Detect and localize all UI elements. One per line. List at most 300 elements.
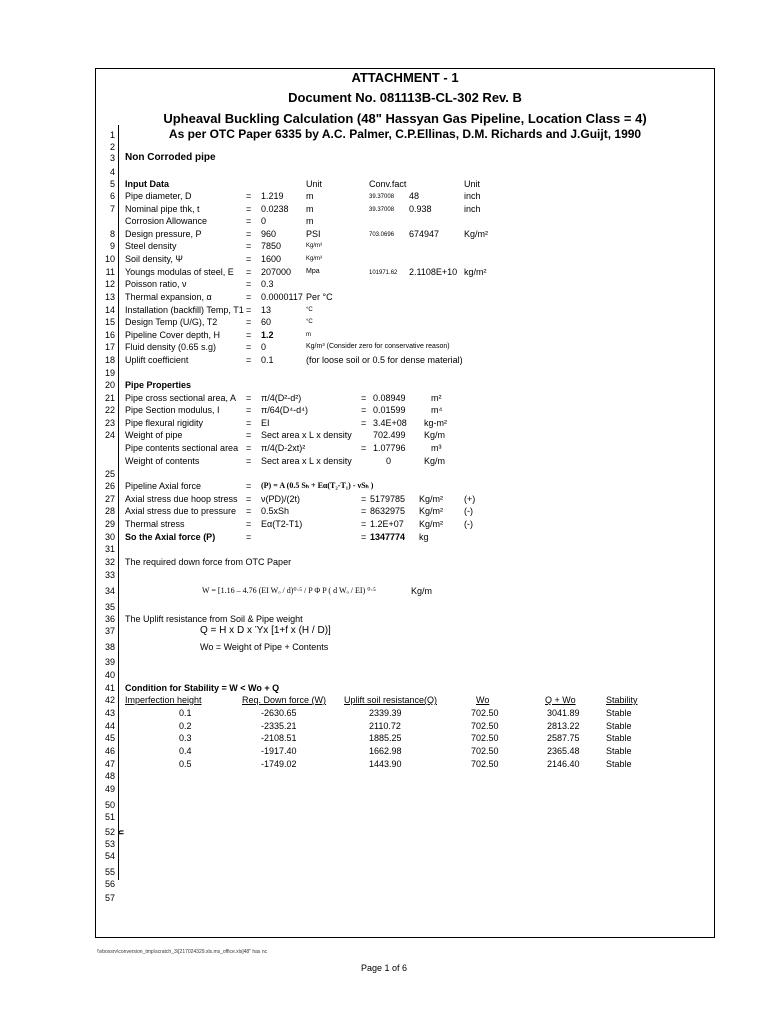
formula: ν(PD)/(2t) xyxy=(261,494,300,504)
uplift-resistance: 1662.98 xyxy=(369,746,402,756)
param-label: Weight of contents xyxy=(125,456,200,466)
stability-status: Stable xyxy=(606,733,632,743)
row xyxy=(96,505,716,518)
equals-sign: = xyxy=(246,305,252,315)
uplift-resistance: 2110.72 xyxy=(369,721,401,731)
param-label: Youngs modulas of steel, E xyxy=(125,267,234,277)
row-number: 38 xyxy=(104,642,115,652)
conv-fact-header: Conv.fact xyxy=(369,179,407,189)
row-number: 37 xyxy=(104,626,115,636)
table-row xyxy=(96,720,716,733)
row-number: 5 xyxy=(109,179,115,189)
formula: π/4(D-2xt)² xyxy=(261,443,306,453)
col-header-stability: Stability xyxy=(606,695,638,705)
value-unit: kg-m² xyxy=(424,418,447,428)
col-header-uplift: Uplift soil resistance(Q) xyxy=(344,695,438,705)
row xyxy=(96,531,716,544)
row xyxy=(96,641,716,655)
equals-sign: = xyxy=(246,216,252,226)
row xyxy=(96,518,716,531)
row-number: 52 xyxy=(104,827,115,837)
param-label: Soil density, Ψ xyxy=(125,254,183,264)
param-label: Steel density xyxy=(125,241,177,251)
file-path-footer: \\vboxsrv\conversion_tmp\scratch_3\[217024329.xls.ms_office.xls]48" has nc xyxy=(97,949,268,955)
row-number: 34 xyxy=(104,586,115,596)
equals-sign: = xyxy=(361,443,367,453)
row-number: 48 xyxy=(104,771,115,781)
document-number: Document No. 081113B-CL-302 Rev. B xyxy=(288,90,522,105)
row-number: 57 xyxy=(104,893,115,903)
param-label: Pipeline Cover depth, H xyxy=(125,330,221,340)
row xyxy=(96,669,716,682)
row xyxy=(96,190,716,203)
param-value: 207000 xyxy=(261,267,292,277)
stability-status: Stable xyxy=(606,746,632,756)
row-number: 42 xyxy=(104,695,115,705)
param-unit: m xyxy=(306,332,311,338)
row-number: 3 xyxy=(109,153,115,163)
stability-status: Stable xyxy=(606,721,632,731)
formula: Sect area x L x density xyxy=(261,456,352,466)
row-number: 18 xyxy=(104,355,115,365)
row-number: 21 xyxy=(104,393,115,403)
equals-sign: = xyxy=(246,393,252,403)
equals-sign: = xyxy=(246,418,252,428)
param-label: Axial stress due hoop stress xyxy=(125,494,238,504)
value-unit: Kg/m² xyxy=(419,519,444,529)
axial-force-label: So the Axial force (P) xyxy=(125,532,216,542)
row-number: 39 xyxy=(104,657,115,667)
row xyxy=(96,811,716,824)
row-number: 8 xyxy=(109,229,115,239)
equals-sign: = xyxy=(246,506,252,516)
param-label: Pipe contents sectional area xyxy=(125,443,239,453)
conversion-factor: 101971.62 xyxy=(369,270,398,276)
equals-sign: = xyxy=(361,418,367,428)
equals-sign: = xyxy=(246,443,252,453)
param-label: Axial stress due to pressure xyxy=(125,506,237,516)
row-number: 22 xyxy=(104,405,115,415)
converted-unit: inch xyxy=(464,204,481,214)
param-unit: °C xyxy=(306,307,313,313)
param-unit: Per °C xyxy=(306,292,333,302)
col-header-q-wo: Q + Wo xyxy=(545,695,576,705)
param-label: Weight of pipe xyxy=(125,430,183,440)
row xyxy=(96,826,716,839)
row-number: 2 xyxy=(109,142,115,152)
table-header-row xyxy=(96,694,716,707)
row-number: 14 xyxy=(104,305,115,315)
row-number: 32 xyxy=(104,557,115,567)
equals-sign: = xyxy=(361,506,367,516)
equals-sign: = xyxy=(246,204,252,214)
table-row xyxy=(96,745,716,758)
pipe-properties-heading: Pipe Properties xyxy=(125,380,192,390)
row-number: 12 xyxy=(104,279,115,289)
row-number: 51 xyxy=(104,812,115,822)
row xyxy=(96,601,716,614)
reference-line: As per OTC Paper 6335 by A.C. Palmer, C.P.Ellinas, D.M. Richards and J.Guijt, 1990 xyxy=(168,127,642,141)
row xyxy=(96,682,716,695)
row xyxy=(96,892,716,905)
row-number: 36 xyxy=(104,614,115,624)
row-number: 53 xyxy=(104,839,115,849)
row xyxy=(96,228,716,241)
uplift-intro: The Uplift resistance from Soil & Pipe weight xyxy=(125,614,303,624)
row-number: 26 xyxy=(104,481,115,491)
sign: (-) xyxy=(464,506,473,516)
wo-definition: Wo = Weight of Pipe + Contents xyxy=(200,642,329,652)
row-number: 28 xyxy=(104,506,115,516)
formula: π/64(D⁴-d⁴) xyxy=(261,405,308,415)
formula: π/4(D²-d²) xyxy=(261,393,302,403)
param-label: Pipe Section modulus, I xyxy=(125,405,220,415)
unit2-header: Unit xyxy=(464,179,481,189)
row-number: 27 xyxy=(104,494,115,504)
row xyxy=(96,240,716,253)
param-label: Fluid density (0.65 s.g) xyxy=(125,342,217,352)
row xyxy=(96,304,716,317)
converted-value: 2.1108E+10 xyxy=(409,267,458,277)
param-unit: (for loose soil or 0.5 for dense material) xyxy=(306,355,463,365)
row xyxy=(96,392,716,405)
stability-condition: Condition for Stability = W < Wo + Q xyxy=(125,683,280,693)
col-header-wo: Wo xyxy=(476,695,490,705)
row-number: 54 xyxy=(104,851,115,861)
equals-sign: = xyxy=(246,292,252,302)
col-header-imperfection: Imperfection height xyxy=(125,695,202,705)
row xyxy=(96,166,716,179)
down-force-formula: W = [1.16 – 4.76 (EI Wₒ / d)⁰·⁵ / P Φ P ( d Wₒ / EI) ⁰·⁵ xyxy=(202,586,376,595)
equals-sign: = xyxy=(246,267,252,277)
computed-value: 0 xyxy=(386,456,392,466)
param-value: 7850 xyxy=(261,241,282,251)
param-value: 1.219 xyxy=(261,191,284,201)
row xyxy=(96,613,716,626)
equals-sign: = xyxy=(246,481,252,491)
param-label: Pipeline Axial force xyxy=(125,481,202,491)
row xyxy=(96,367,716,380)
input-data-heading: Input Data xyxy=(125,179,169,189)
calculation-title: Upheaval Buckling Calculation (48" Hassyan Gas Pipeline, Location Class = 4) xyxy=(163,111,647,126)
row xyxy=(96,316,716,329)
q-plus-wo: 2587.75 xyxy=(547,733,580,743)
row-number: 33 xyxy=(104,570,115,580)
row xyxy=(96,468,716,481)
equals-sign: = xyxy=(246,405,252,415)
imperfection-height: 0.5 xyxy=(179,759,192,769)
computed-value: 3.4E+08 xyxy=(373,418,407,428)
param-label: Pipe cross sectional area, A xyxy=(125,393,237,403)
row xyxy=(96,770,716,783)
row-number: 40 xyxy=(104,670,115,680)
calculation-sheet xyxy=(95,68,715,938)
param-label: Pipe flexural rigidity xyxy=(125,418,204,428)
row xyxy=(96,850,716,863)
equals-sign: = xyxy=(361,532,367,542)
row-number: 4 xyxy=(109,167,115,177)
row xyxy=(96,404,716,417)
wo-value: 702.50 xyxy=(471,746,499,756)
axial-force-value: 1347774 xyxy=(370,532,406,542)
row-number: 6 xyxy=(109,191,115,201)
row xyxy=(96,278,716,291)
param-label: Design pressure, P xyxy=(125,229,202,239)
row-number: 19 xyxy=(104,368,115,378)
param-value: 1600 xyxy=(261,254,282,264)
row xyxy=(96,253,716,266)
uplift-formula: Q = H x D x Ύx [1+f x (H / D)] xyxy=(200,625,331,636)
row xyxy=(96,329,716,342)
value-unit: Kg/m xyxy=(424,430,446,440)
row-number: 50 xyxy=(104,800,115,810)
row xyxy=(96,866,716,879)
row-number: 31 xyxy=(104,544,115,554)
down-force: -1917.40 xyxy=(261,746,297,756)
equals-sign: = xyxy=(246,254,252,264)
row-number: 13 xyxy=(104,292,115,302)
row xyxy=(96,417,716,430)
param-value: 0.1 xyxy=(261,355,274,365)
converted-unit: kg/m² xyxy=(464,267,487,277)
row-number: 46 xyxy=(104,746,115,756)
table-row xyxy=(96,707,716,720)
uplift-resistance: 1885.25 xyxy=(369,733,402,743)
row xyxy=(96,379,716,392)
equals-sign: = xyxy=(246,241,252,251)
row xyxy=(96,354,716,367)
row xyxy=(96,266,716,279)
row-number: 15 xyxy=(104,317,115,327)
row xyxy=(96,291,716,304)
row xyxy=(96,799,716,812)
sign: (-) xyxy=(464,519,473,529)
param-label: Corrosion Allowance xyxy=(125,216,208,226)
param-label: Design Temp (U/G), T2 xyxy=(125,317,218,327)
value-unit: Kg/m² xyxy=(419,506,444,516)
equals-sign: = xyxy=(246,355,252,365)
row xyxy=(96,493,716,506)
param-unit: °C xyxy=(306,319,313,325)
equals-sign: = xyxy=(246,229,252,239)
row xyxy=(96,656,716,669)
param-label: Nominal pipe thk, t xyxy=(125,204,200,214)
param-label: Installation (backfill) Temp, T1 xyxy=(125,305,244,315)
unit-header: Unit xyxy=(306,179,323,189)
formula: EI xyxy=(261,418,270,428)
converted-value: 48 xyxy=(409,191,420,201)
col-header-down-force: Req. Down force (W) xyxy=(242,695,327,705)
param-unit: m xyxy=(306,216,314,226)
row xyxy=(96,455,716,468)
table-row xyxy=(96,758,716,771)
row-number: 55 xyxy=(104,867,115,877)
row-number: 30 xyxy=(104,532,115,542)
row xyxy=(96,556,716,569)
down-force: -1749.02 xyxy=(261,759,297,769)
equals-sign: = xyxy=(246,532,252,542)
row-number: 25 xyxy=(104,469,115,479)
row xyxy=(96,203,716,216)
stability-status: Stable xyxy=(606,708,632,718)
computed-value: 5179785 xyxy=(370,494,406,504)
row xyxy=(96,152,716,166)
value-unit: Kg/m² xyxy=(419,494,444,504)
value-unit: m² xyxy=(431,393,442,403)
row xyxy=(96,625,716,639)
q-plus-wo: 2813.22 xyxy=(547,721,580,731)
row-number: 56 xyxy=(104,879,115,889)
param-value: 0 xyxy=(261,216,267,226)
row-number: 35 xyxy=(104,602,115,612)
equals-sign: = xyxy=(246,430,252,440)
computed-value: 0.01599 xyxy=(373,405,406,415)
row-number: 16 xyxy=(104,330,115,340)
param-label: Pipe diameter, D xyxy=(125,191,192,201)
row xyxy=(96,480,716,493)
value-unit: m⁴ xyxy=(431,405,443,415)
param-value: 0 xyxy=(261,342,267,352)
param-label: Uplift coefficient xyxy=(125,355,189,365)
param-unit: m xyxy=(306,204,314,214)
wo-value: 702.50 xyxy=(471,759,499,769)
row xyxy=(96,581,716,601)
equals-sign: = xyxy=(246,279,252,289)
param-value: 0.0000117 xyxy=(261,292,303,302)
equals-sign: = xyxy=(246,494,252,504)
axial-force-formula: (P) = A (0.5 Sₕ + Eα(T₂-T₁) - νSₕ ) xyxy=(261,481,374,490)
down-force-intro: The required down force from OTC Paper xyxy=(125,557,292,567)
row-number: 24 xyxy=(104,430,115,440)
row-number: 41 xyxy=(104,683,115,693)
computed-value: 702.499 xyxy=(373,430,406,440)
param-value: 960 xyxy=(261,229,277,239)
formula: Sect area x L x density xyxy=(261,430,352,440)
row-number: 9 xyxy=(109,241,115,251)
param-unit: PSI xyxy=(306,229,321,239)
row-number: 23 xyxy=(104,418,115,428)
row xyxy=(96,178,716,191)
row-number: 10 xyxy=(104,254,115,264)
row-number: 43 xyxy=(104,708,115,718)
wo-value: 702.50 xyxy=(471,708,499,718)
down-force: -2335.21 xyxy=(261,721,297,731)
equals-sign: = xyxy=(361,494,367,504)
row-number: 7 xyxy=(109,204,115,214)
row xyxy=(96,838,716,851)
row-number: 44 xyxy=(104,721,115,731)
equals-sign: = xyxy=(246,456,252,466)
section-heading-non-corroded: Non Corroded pipe xyxy=(125,152,216,163)
value-unit: Kg/m xyxy=(411,586,433,596)
param-label: Thermal stress xyxy=(125,519,185,529)
row-number: 29 xyxy=(104,519,115,529)
converted-value: 674947 xyxy=(409,229,440,239)
row-number: 47 xyxy=(104,759,115,769)
param-unit: Mpa xyxy=(306,268,320,275)
uplift-resistance: 1443.90 xyxy=(369,759,402,769)
param-value: 13 xyxy=(261,305,272,315)
conversion-factor: 39.37008 xyxy=(369,194,395,200)
converted-unit: Kg/m² xyxy=(464,229,489,239)
q-plus-wo: 3041.89 xyxy=(547,708,580,718)
imperfection-height: 0.4 xyxy=(179,746,192,756)
equals-sign: = xyxy=(246,317,252,327)
sign: (+) xyxy=(464,494,476,504)
param-value: 0.0238 xyxy=(261,204,289,214)
value-unit: kg xyxy=(419,532,429,542)
stability-status: Stable xyxy=(606,759,632,769)
value-unit: m³ xyxy=(431,443,442,453)
equals-sign: = xyxy=(246,519,252,529)
page-number: Page 1 of 6 xyxy=(360,963,408,973)
param-unit: Kg/m³ (Consider zero for conservative reason) xyxy=(306,343,450,350)
computed-value: 1.2E+07 xyxy=(370,519,404,529)
param-value: 60 xyxy=(261,317,272,327)
down-force: -2108.51 xyxy=(261,733,297,743)
row xyxy=(96,341,716,354)
row-number: 20 xyxy=(104,380,115,390)
param-unit: Kg/m³ xyxy=(306,243,323,249)
formula: Eα(T2-T1) xyxy=(261,519,303,529)
param-value: 1.2 xyxy=(261,330,274,340)
imperfection-height: 0.1 xyxy=(179,708,192,718)
row xyxy=(96,215,716,228)
imperfection-height: 0.2 xyxy=(179,721,192,731)
param-label: Thermal expansion, α xyxy=(125,292,212,302)
equals-sign: = xyxy=(361,405,367,415)
conversion-factor: 39.37008 xyxy=(369,207,395,213)
converted-unit: inch xyxy=(464,191,481,201)
imperfection-height: 0.3 xyxy=(179,733,192,743)
value-unit: Kg/m xyxy=(424,456,446,466)
wo-value: 702.50 xyxy=(471,721,499,731)
q-plus-wo: 2146.40 xyxy=(547,759,580,769)
q-plus-wo: 2365.48 xyxy=(547,746,580,756)
param-label: Poisson ratio, ν xyxy=(125,279,187,289)
row-number: 17 xyxy=(104,342,115,352)
row xyxy=(96,543,716,556)
row xyxy=(96,129,716,142)
row xyxy=(96,878,716,891)
row xyxy=(96,429,716,442)
equals-sign: = xyxy=(246,330,252,340)
row-number: 11 xyxy=(105,267,115,277)
wo-value: 702.50 xyxy=(471,733,499,743)
attachment-title: ATTACHMENT - 1 xyxy=(351,70,459,85)
table-row xyxy=(96,732,716,745)
computed-value: 1.07796 xyxy=(373,443,406,453)
row-number: 1 xyxy=(109,130,115,140)
equals-sign: = xyxy=(361,519,367,529)
row xyxy=(96,783,716,796)
row-number: 49 xyxy=(104,784,115,794)
row xyxy=(96,442,716,455)
uplift-resistance: 2339.39 xyxy=(369,708,402,718)
converted-value: 0.938 xyxy=(409,204,432,214)
computed-value: 0.08949 xyxy=(373,393,406,403)
param-unit: m xyxy=(306,191,314,201)
computed-value: 8632975 xyxy=(370,506,406,516)
stray-mark: u xyxy=(116,829,126,835)
formula: 0.5xSh xyxy=(261,506,290,516)
param-unit: Kg/m³ xyxy=(306,256,323,262)
equals-sign: = xyxy=(246,342,252,352)
equals-sign: = xyxy=(246,191,252,201)
down-force: -2630.65 xyxy=(261,708,297,718)
row-number: 45 xyxy=(104,733,115,743)
row xyxy=(96,569,716,582)
